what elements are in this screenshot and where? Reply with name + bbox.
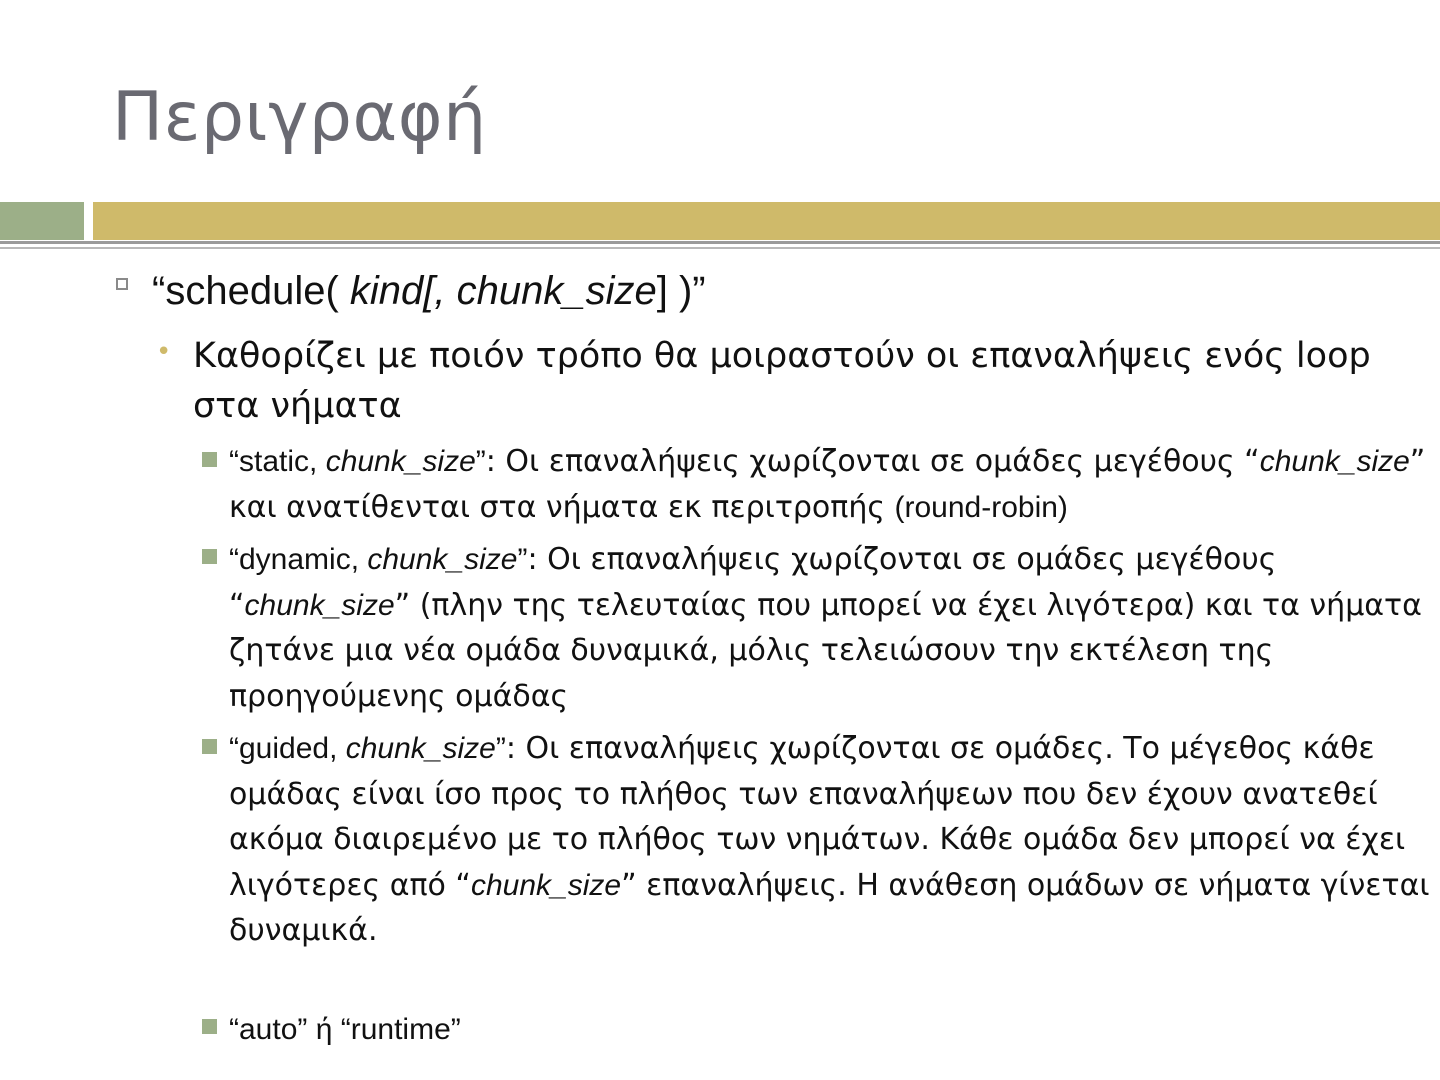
header-rule	[0, 241, 1440, 244]
func-tail: ] )”	[656, 269, 706, 313]
bullet-square-icon	[202, 452, 217, 467]
quote-close: ”	[517, 543, 528, 576]
slide-title: Περιγραφή	[112, 78, 487, 157]
func-name: schedule(	[165, 269, 350, 313]
bullet-dot-icon: •	[156, 337, 172, 367]
bullet-square-icon	[202, 1019, 217, 1034]
quote-open: “	[152, 269, 166, 313]
bullet-square-hollow-icon	[116, 278, 128, 290]
description: ” (πλην της τελευταίας που μπορεί να έχει λιγότερα) και τα νήματα ζητάνε μια νέα ομάδα δυναμικά, μόλις τελειώσουν την εκτέλεση της προηγούμενης ομάδας	[229, 587, 1422, 714]
bullet-static	[229, 439, 1434, 530]
bullet-square-icon	[202, 549, 217, 564]
keyword: “dynamic,	[229, 543, 368, 576]
chunk-param: chunk_size	[470, 868, 622, 902]
chunk-param: chunk_size	[244, 588, 395, 622]
bullet-dynamic	[229, 537, 1434, 719]
description: ” και ανατίθενται στα νήματα εκ περιτροπής	[229, 444, 1426, 525]
chunk-param: chunk_size	[1259, 445, 1410, 478]
bullet-level2: Καθορίζει με ποιόν τρόπο θα μοιραστούν οι επαναλήψεις ενός loop στα νήματα	[193, 336, 1371, 426]
description: : Οι επαναλήψεις χωρίζονται σε ομάδες. Το μέγεθος κάθε ομάδας είναι ίσο προς το πλήθος των επαναλήψεων που δεν έχουν ανατεθεί ακόμα διαιρεμένο με το πλήθος των νημάτων. Κάθε ομάδα δεν μπορεί να έχει λιγότερες από “	[229, 731, 1406, 903]
bullet-guided	[229, 726, 1434, 954]
description: : Οι επαναλήψεις χωρίζονται σε ομάδες μεγέθους “	[485, 444, 1260, 479]
chunk-param: chunk_size	[345, 732, 496, 765]
keyword: “guided,	[229, 732, 346, 765]
bullet-level1	[152, 265, 706, 317]
description: : Οι επαναλήψεις χωρίζονται σε ομάδες μεγέθους “	[229, 542, 1277, 623]
bullet-auto-runtime: “auto” ή “runtime”	[229, 1013, 461, 1046]
round-robin-note: (round-robin)	[894, 490, 1068, 524]
chunk-param: chunk_size	[325, 445, 476, 478]
header-bar-green	[0, 202, 84, 240]
description: ” επαναλήψεις. Η ανάθεση ομάδων σε νήματα γίνεται δυναμικά.	[229, 867, 1430, 948]
quote-close: ”	[495, 732, 506, 765]
header-rule-thin	[0, 247, 1440, 249]
keyword: “static,	[229, 445, 326, 478]
header-bar-gold	[93, 202, 1440, 240]
quote-close: ”	[475, 445, 486, 478]
chunk-param: chunk_size	[367, 543, 518, 576]
func-params: kind[, chunk_size	[349, 269, 657, 313]
bullet-square-icon	[202, 739, 217, 754]
